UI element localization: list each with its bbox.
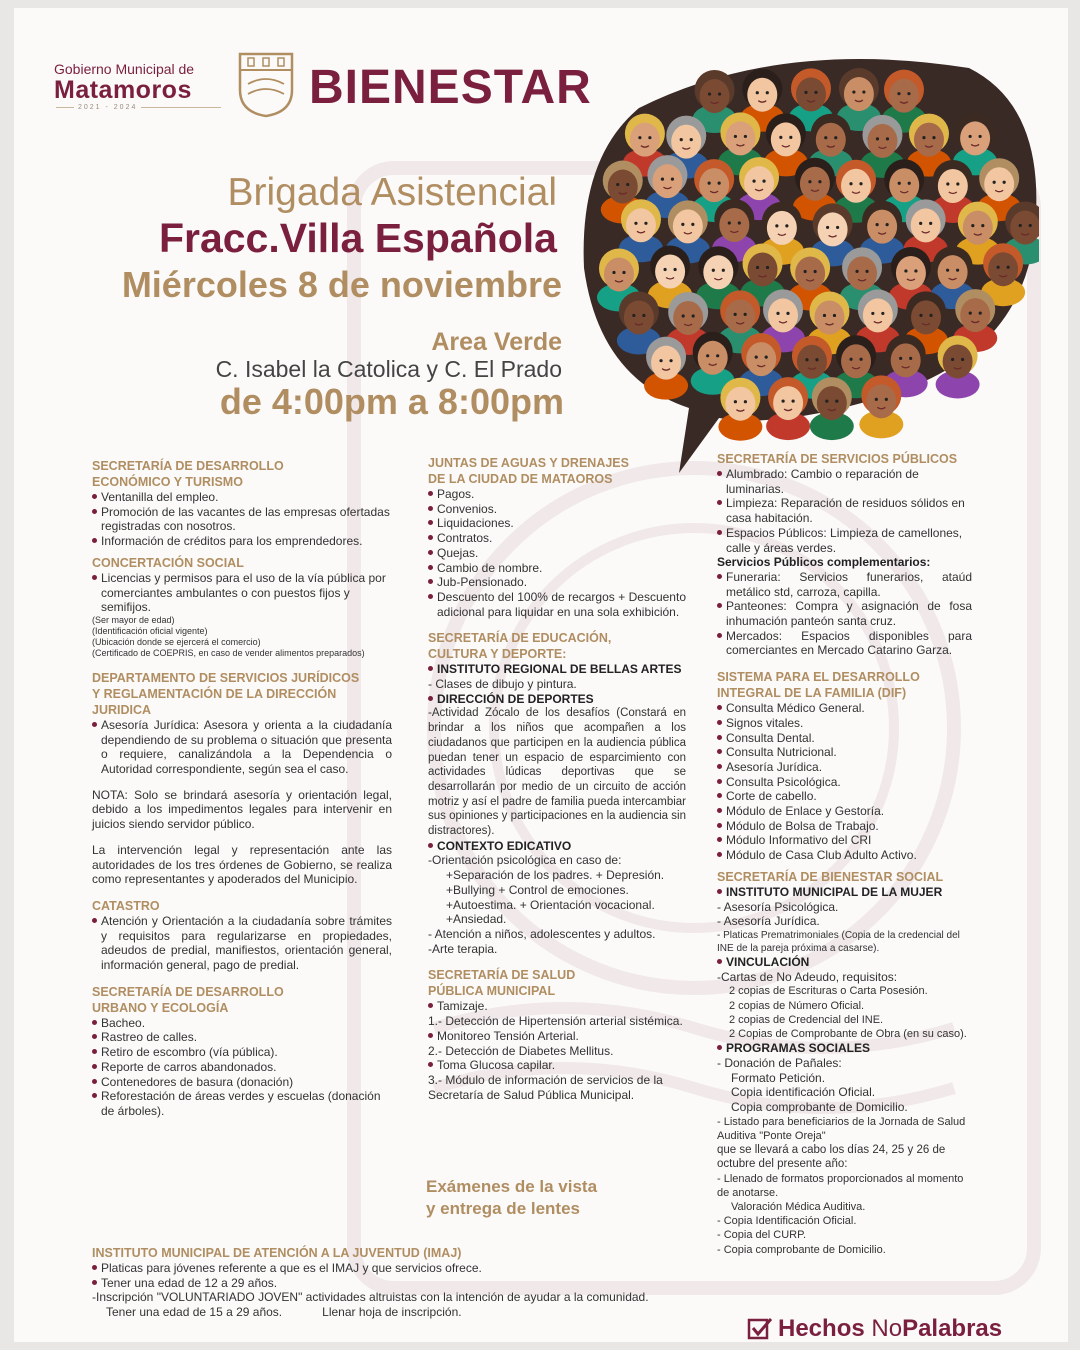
list-item: Jub-Pensionado. bbox=[428, 575, 686, 590]
list-item: Formato Petición. bbox=[731, 1070, 826, 1085]
brand-logo: BIENESTAR bbox=[309, 61, 592, 114]
note: (Ubicación donde se ejercerá el comercio) bbox=[92, 636, 261, 647]
list-item: Contenedores de basura (donación) bbox=[92, 1075, 392, 1090]
gobierno-label: Gobierno Municipal de bbox=[54, 61, 195, 77]
section-title: SECRETARÍA DE DESARROLLO ECONÓMICO Y TURISMO bbox=[92, 459, 284, 489]
list-item: Atención y Orientación a la ciudadanía sobre trámites y requisitos para regularizarse en propiedades, adeudos de predial, manifiestos, orientación general, información general, pago de predial. bbox=[92, 914, 392, 973]
person-face-icon bbox=[644, 337, 688, 400]
slogan: Hechos NoPalabras bbox=[778, 1315, 1003, 1342]
list-item: - Copia Identificación Oficial. bbox=[717, 1215, 857, 1228]
section-title: CONCERTACIÓN SOCIAL bbox=[92, 555, 244, 570]
list-item: Consulta Nutricional. bbox=[717, 745, 972, 760]
subsection-title: DIRECCIÓN DE DEPORTES bbox=[428, 692, 686, 707]
subsection-title: PROGRAMAS SOCIALES bbox=[717, 1041, 972, 1056]
list-item: Signos vitales. bbox=[717, 716, 972, 731]
person-face-icon bbox=[936, 335, 980, 398]
list-item: 2 Copias de Comprobante de Obra (en su caso). bbox=[729, 1028, 967, 1040]
list-item: Copia identificación Oficial. bbox=[731, 1085, 876, 1100]
list-item: Licencias y permisos para el uso de la vía pública por comerciantes ambulantes o con puestos fijos y semifijos. bbox=[92, 571, 392, 615]
list-item: 3.- Módulo de información de servicios de la Secretaría de Salud Pública Municipal. bbox=[428, 1072, 663, 1102]
list-item: - Copia comprobante de Domicilio. bbox=[717, 1243, 886, 1256]
list-item: - Atención a niños, adolescentes y adultos. bbox=[428, 926, 656, 941]
list-item: Tener una edad de 15 a 29 años. Llenar hoja de inscripción. bbox=[106, 1305, 462, 1320]
note: La intervención legal y representación ante las autoridades de los tres órdenes de Gobierno, se realiza como representantes y apoderados del Municipio. bbox=[92, 842, 392, 887]
list-item: Quejas. bbox=[428, 546, 686, 561]
section-title: DEPARTAMENTO DE SERVICIOS JURÍDICOS Y REGLAMENTACIÓN DE LA DIRECCIÓN JURIDICA bbox=[92, 670, 360, 717]
flyer-page bbox=[14, 8, 1068, 1342]
list-item: Valoración Médica Auditiva. bbox=[731, 1200, 866, 1213]
list-item: Tamizaje. bbox=[428, 999, 686, 1014]
list-item: Pagos. bbox=[428, 487, 686, 502]
list-item: Módulo de Casa Club Adulto Activo. bbox=[717, 848, 972, 863]
section-title: SECRETARÍA DE EDUCACIÓN, CULTURA Y DEPORTE: bbox=[428, 631, 612, 662]
event-time: de 4:00pm a 8:00pm bbox=[219, 381, 564, 422]
list-item: Tener una edad de 12 a 29 años. bbox=[92, 1276, 732, 1291]
subsection-title: INSTITUTO MUNICIPAL DE LA MUJER bbox=[717, 885, 972, 900]
list-item: Llenar hoja de inscripción. bbox=[322, 1305, 462, 1320]
list-item: - Llenado de formatos proporcionados al momento de anotarse. bbox=[717, 1172, 964, 1199]
subsection-title: Servicios Públicos complementarios: bbox=[717, 555, 931, 570]
list-item: Liquidaciones. bbox=[428, 516, 686, 531]
list-item: Espacios Públicos: Limpieza de camellones, calle y áreas verdes. bbox=[717, 526, 972, 555]
checkmark-icon bbox=[747, 1316, 773, 1342]
person-face-icon bbox=[810, 377, 854, 440]
list-item: Asesoría Jurídica: Asesora y orienta a la ciudadanía dependiendo de su problema o situación que presenta o requiere, canalizándola a la Dependencia o Autoridad correspondiente, según sea el caso. bbox=[92, 718, 392, 777]
shield-icon bbox=[236, 50, 296, 118]
list-item: 2 copias de Número Oficial. bbox=[729, 999, 865, 1012]
list-item: Toma Glucosa capilar. bbox=[428, 1058, 686, 1073]
list-item: Funeraria: Servicios funerarios, ataúd metálico std, carroza, capilla. bbox=[717, 570, 972, 599]
subsection-title: CONTEXTO EDICATIVO bbox=[428, 839, 686, 854]
list-item: Corte de cabello. bbox=[717, 789, 972, 804]
list-item: Descuento del 100% de recargos + Descuento adicional para liquidar en una sola exhibición. bbox=[428, 590, 686, 619]
imaj-section bbox=[92, 1245, 732, 1320]
list-item: - Asesoría Jurídica. bbox=[717, 914, 820, 929]
column-2 bbox=[428, 455, 686, 1102]
event-address: C. Isabel la Catolica y C. El Prado bbox=[215, 356, 562, 382]
list-item: -Orientación psicológica en caso de: bbox=[428, 853, 622, 868]
list-item: +Separación de los padres. + Depresión. bbox=[446, 868, 665, 883]
list-item: Limpieza: Reparación de residuos sólidos en casa habitación. bbox=[717, 496, 972, 525]
list-item: +Bullying + Control de emociones. bbox=[446, 882, 629, 897]
list-item: Retiro de escombro (vía pública). bbox=[92, 1045, 392, 1060]
event-place: Area Verde bbox=[431, 328, 562, 356]
list-item: Monitoreo Tensión Arterial. bbox=[428, 1029, 686, 1044]
list-item: -Cartas de No Adeudo, requisitos: bbox=[717, 969, 898, 984]
note: (Certificado de COEPRIS, en caso de vender alimentos preparados) bbox=[92, 647, 365, 658]
list-item: -Actividad Zócalo de los desafíos (Constará en brindar a los niños que acompañen a los ciudadanos que participen en la audiencia pública puedan tener un espacio de esparcimiento con actividades lúdicas deportivas que se desarrollarán por medio de un circuito de acción motriz y así el padre de familia pueda intercambiar sus opiniones y participaciones en la audiencia sin distractores). bbox=[428, 707, 686, 838]
list-item: 2.- Detección de Diabetes Mellitus. bbox=[428, 1043, 614, 1058]
list-item: - Listado para beneficiarios de la Jornada de Salud Auditiva "Ponte Oreja" bbox=[717, 1115, 966, 1142]
list-item: -Inscripción "VOLUNTARIADO JOVEN" actividades altruistas con la intención de ayudar a la comunidad. bbox=[92, 1290, 649, 1305]
list-item: Información de créditos para los emprendedores. bbox=[92, 534, 392, 549]
section-title: JUNTAS DE AGUAS Y DRENAJES DE LA CIUDAD DE MATAOROS bbox=[428, 456, 629, 486]
matamoros-label: Matamoros bbox=[54, 76, 192, 104]
list-item: Panteones: Compra y asignación de fosa inhumación panteón santa cruz. bbox=[717, 599, 972, 628]
section-title: SECRETARÍA DE DESARROLLO URBANO Y ECOLOGÍA bbox=[92, 984, 284, 1015]
list-item: - Donación de Pañales: bbox=[717, 1055, 842, 1070]
section-title: SISTEMA PARA EL DESARROLLO INTEGRAL DE LA FAMILIA (DIF) bbox=[717, 670, 920, 701]
section-title: SECRETARÍA DE BIENESTAR SOCIAL bbox=[717, 869, 944, 884]
person-face-icon bbox=[766, 377, 810, 440]
list-item: 2 copias de Escrituras o Carta Posesión. bbox=[729, 985, 928, 998]
list-item: Convenios. bbox=[428, 502, 686, 517]
list-item: 1.- Detección de Hipertensión arterial sistémica. bbox=[428, 1014, 683, 1029]
section-title: SECRETARÍA DE SERVICIOS PÚBLICOS bbox=[717, 452, 958, 466]
list-item: Copia comprobante de Domicilio. bbox=[731, 1100, 908, 1115]
list-item: - Platicas Prematrimoniales (Copia de la credencial del INE de la pareja próxima a casarse). bbox=[717, 929, 960, 954]
list-item: +Ansiedad. bbox=[446, 912, 507, 927]
column-3 bbox=[717, 451, 972, 1257]
term-years: 2021 - 2024 bbox=[74, 104, 141, 111]
person-face-icon bbox=[859, 375, 903, 438]
list-item: Bacheo. bbox=[92, 1016, 392, 1031]
subsection-title: INSTITUTO REGIONAL DE BELLAS ARTES bbox=[428, 662, 686, 677]
event-location: Fracc.Villa Española bbox=[158, 215, 557, 261]
eye-exam-label: Exámenes de la vista y entrega de lentes bbox=[426, 1177, 598, 1218]
list-item: - Clases de dibujo y pintura. bbox=[428, 677, 577, 692]
list-item: +Autoestima. + Orientación vocacional. bbox=[446, 897, 655, 912]
note: NOTA: Solo se brindará asesoría y orientación legal, debido a los impedimentos legales para intervenir en juicios siendo servidor público. bbox=[92, 787, 392, 832]
list-item: - Asesoría Psicológica. bbox=[717, 899, 839, 914]
list-item: Asesoría Jurídica. bbox=[717, 760, 972, 775]
note: (Ser mayor de edad) bbox=[92, 614, 175, 625]
list-item: Promoción de las vacantes de las empresas ofertadas registradas con nosotros. bbox=[92, 505, 392, 534]
subsection-title: VINCULACIÓN bbox=[717, 955, 972, 970]
crowd-illustration bbox=[579, 48, 1039, 478]
event-title: Brigada Asistencial bbox=[227, 171, 557, 214]
list-item: Reporte de carros abandonados. bbox=[92, 1060, 392, 1075]
list-item: Alumbrado: Cambio o reparación de luminarias. bbox=[717, 467, 972, 496]
list-item: 2 copias de Credencial del INE. bbox=[729, 1013, 884, 1026]
note: (Identificación oficial vigente) bbox=[92, 625, 208, 636]
section-title: INSTITUTO MUNICIPAL DE ATENCIÓN A LA JUVENTUD (IMAJ) bbox=[92, 1246, 462, 1260]
list-item: Consulta Dental. bbox=[717, 731, 972, 746]
list-item: Módulo de Bolsa de Trabajo. bbox=[717, 819, 972, 834]
list-item: Consulta Psicológica. bbox=[717, 775, 972, 790]
list-item: Rastreo de calles. bbox=[92, 1030, 392, 1045]
section-title: SECRETARÍA DE SALUD PÚBLICA MUNICIPAL bbox=[428, 968, 576, 999]
list-item: Módulo de Enlace y Gestoría. bbox=[717, 804, 972, 819]
person-face-icon bbox=[718, 378, 762, 441]
list-item: Módulo Informativo del CRI bbox=[717, 833, 972, 848]
list-item: Contratos. bbox=[428, 531, 686, 546]
list-item: Cambio de nombre. bbox=[428, 561, 686, 576]
list-item: -Arte terapia. bbox=[428, 941, 498, 956]
section-title: CATASTRO bbox=[92, 898, 160, 913]
list-item: Consulta Médico General. bbox=[717, 701, 972, 716]
list-item: - Copia del CURP. bbox=[717, 1229, 807, 1242]
event-date: Miércoles 8 de noviembre bbox=[121, 264, 562, 305]
list-item: que se llevará a cabo los días 24, 25 y 26 de octubre del presente año: bbox=[717, 1144, 946, 1171]
list-item: Platicas para jóvenes referente a que es el IMAJ y que servicios ofrece. bbox=[92, 1261, 732, 1276]
list-item: Ventanilla del empleo. bbox=[92, 490, 392, 505]
list-item: Mercados: Espacios disponibles para comerciantes en Mercado Catarino Garza. bbox=[717, 629, 972, 658]
list-item: Reforestación de áreas verdes y escuelas (donación de árboles). bbox=[92, 1089, 392, 1118]
column-1 bbox=[92, 458, 392, 1119]
